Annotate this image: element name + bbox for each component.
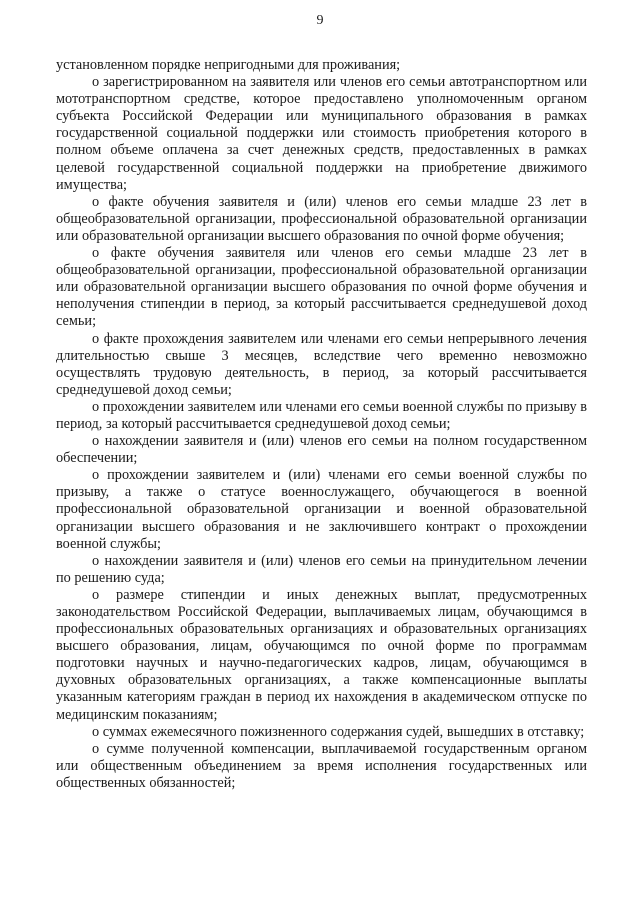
paragraph-state-support: о нахождении заявителя и (или) членов его семьи на полном государственном обеспечении; bbox=[56, 433, 587, 467]
paragraph-military-service: о прохождении заявителем или членами его семьи военной службы по призыву в период, за который рассчитывается среднедушевой доход семьи; bbox=[56, 398, 587, 432]
paragraph-medical-treatment: о факте прохождения заявителем или членами его семьи непрерывного лечения длительностью свыше 3 месяцев, вследствие чего временно невозможно осуществлять трудовую деятельность, в период, за который рассчитывается среднедушевой доход семьи; bbox=[56, 330, 587, 398]
paragraph-vehicle: о зарегистрированном на заявителя или членов его семьи автотранспортном или мототранспортном средстве, которое предоставлено уполномоченным органом субъекта Российской Федерации или муниципального образования в рамках государственной социальной поддержки или стоимость приобретения которого в полном объеме оплачена за счет денежных средств, предоставленных в рамках целевой государственной социальной поддержки на приобретение движимого имущества; bbox=[56, 74, 587, 193]
paragraph-compulsory-treatment: о нахождении заявителя и (или) членов его семьи на принудительном лечении по решению суда; bbox=[56, 552, 587, 586]
paragraph-compensation: о сумме полученной компенсации, выплачиваемой государственным органом или общественным объединением за время исполнения государственных или общественных обязанностей; bbox=[56, 740, 587, 791]
paragraph-education: о факте обучения заявителя и (или) членов его семьи младше 23 лет в общеобразовательной организации, профессиональной образовательной организации или образовательной организации высшего образования по очной форме обучения; bbox=[56, 193, 587, 244]
paragraph-judges-pension: о суммах ежемесячного пожизненного содержания судей, вышедших в отставку; bbox=[92, 723, 585, 740]
page-number: 9 bbox=[316, 13, 324, 28]
paragraph-continuation: установленном порядке непригодными для проживания; bbox=[56, 57, 401, 73]
paragraph-military-status: о прохождении заявителем и (или) членами его семьи военной службы по призыву, а также о статусе военнослужащего, обучающегося в военной профессиональной образовательной организации и военной образовательной организации высшего образования и не заключившего контракт о прохождении военной службы; bbox=[56, 467, 587, 552]
document-body bbox=[56, 57, 587, 792]
paragraph-stipend: о размере стипендии и иных денежных выплат, предусмотренных законодательством Российской Федерации, выплачиваемых лицам, обучающимся в профессиональных образовательных организациях и образовательных организациях высшего образования, лицам, обучающимся по очной форме по программам подготовки научных и научно-педагогических кадров, лицам, обучающимся в духовных образовательных организациях, а также компенсационные выплаты указанным категориям граждан в период их нахождения в академическом отпуске по медицинским показаниям; bbox=[56, 586, 587, 723]
paragraph-education-no-stipend: о факте обучения заявителя или членов его семьи младше 23 лет в общеобразовательной организации, профессиональной образовательной организации или образовательной организации высшего образования по очной форме обучения и неполучения стипендии в период, за который рассчитывается среднедушевой доход семьи; bbox=[56, 245, 587, 330]
